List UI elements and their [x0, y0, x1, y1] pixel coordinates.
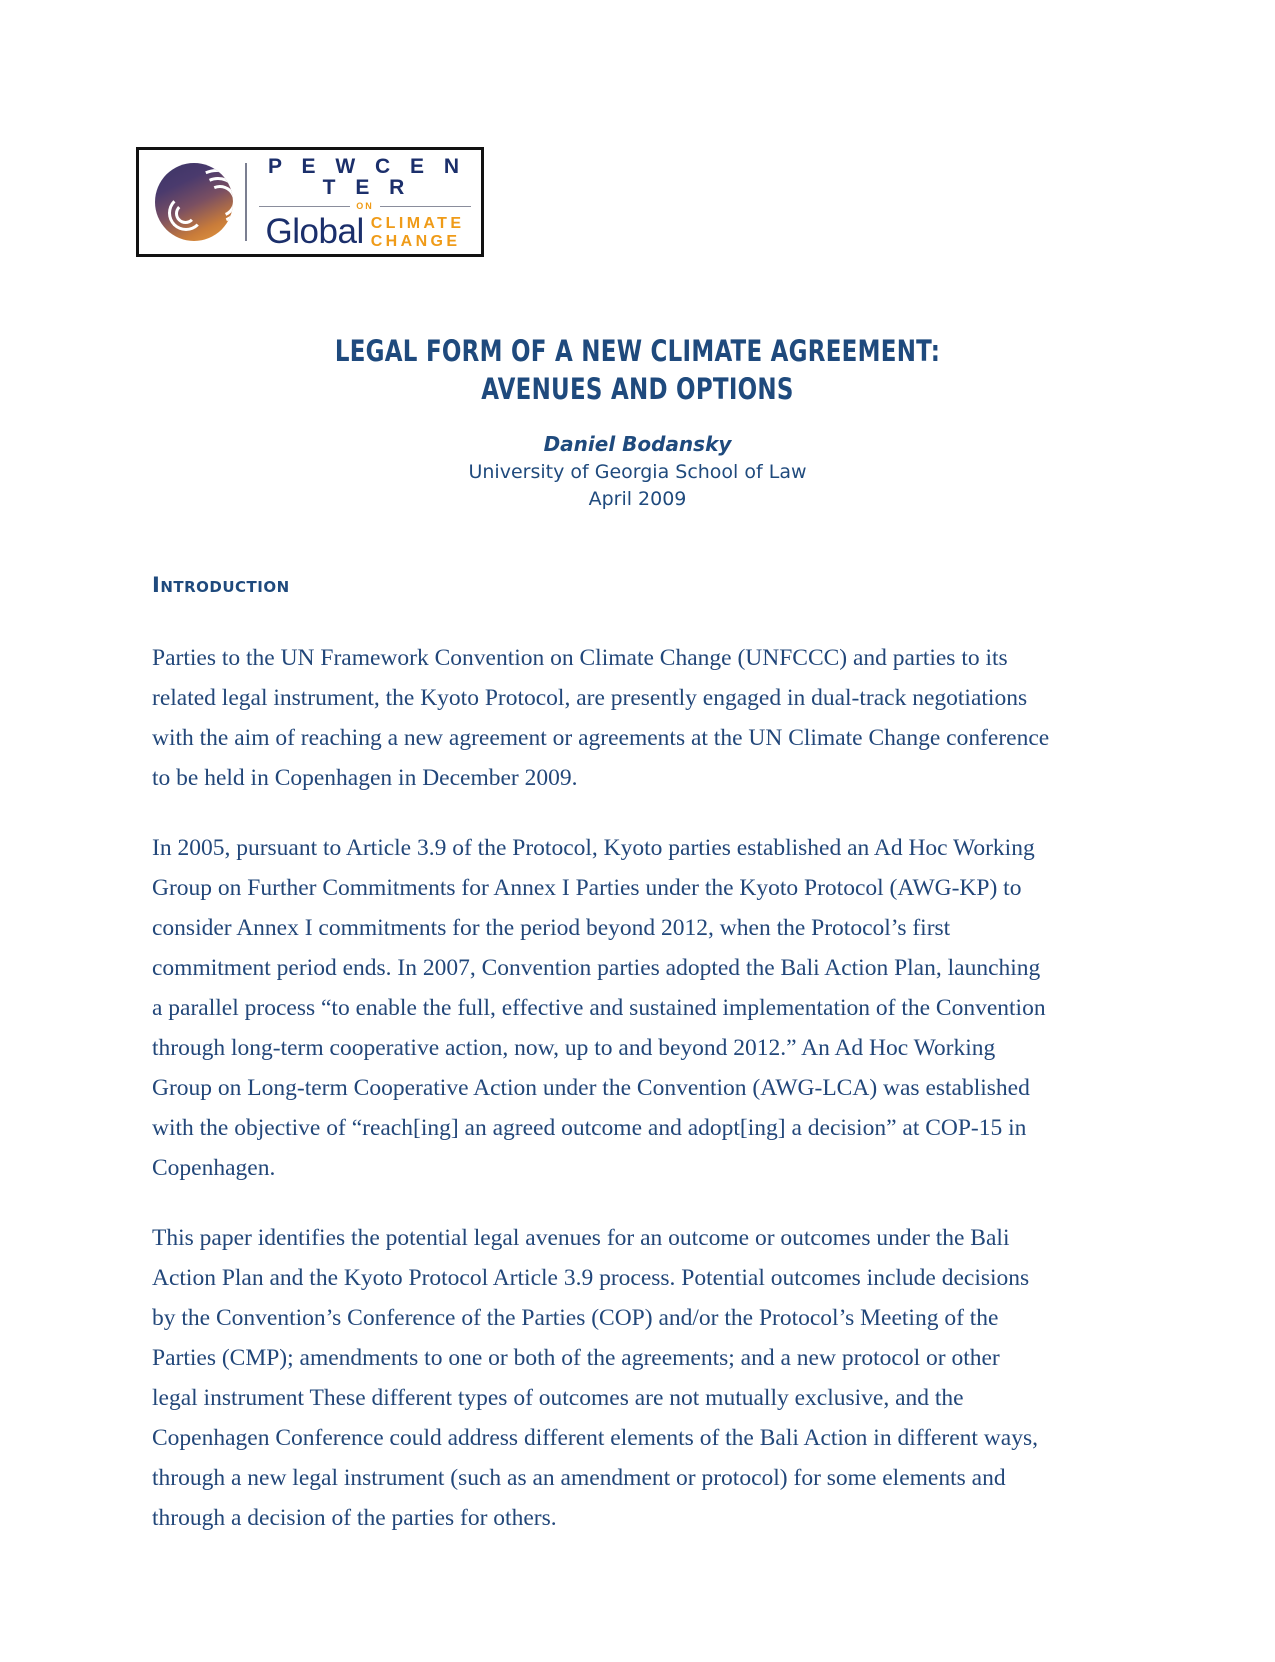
page-title-line-2: AVENUES AND OPTIONS: [481, 371, 794, 406]
page-title-line-1: LEGAL FORM OF A NEW CLIMATE AGREEMENT:: [334, 334, 941, 368]
logo-climate-text: CLIMATE: [370, 215, 465, 233]
logo-on-row: [259, 202, 471, 211]
page-title: [77, 333, 1199, 408]
author-affiliation: University of Georgia School of Law: [468, 460, 807, 483]
logo-global-text: Global: [265, 211, 364, 251]
author-block: [0, 430, 1275, 513]
logo-climate-change-text: [371, 215, 465, 249]
author-name: Daniel Bodansky: [543, 432, 732, 456]
section-heading-introduction: Introduction: [152, 573, 290, 597]
pew-center-logo: [136, 147, 484, 257]
logo-vertical-divider: [245, 163, 247, 241]
pew-center-globe-icon: [153, 161, 235, 243]
logo-on-text: ON: [356, 201, 374, 212]
logo-pew-center-text: P E W C E N T E R: [268, 155, 466, 200]
body-paragraph: Parties to the UN Framework Convention on Climate Change (UNFCCC) and parties to its related legal instrument, the Kyoto Protocol, are presently engaged in dual-track negotiations with the aim of reaching a new agreement or agreements at the UN Climate Change conference to be held in Copenhagen in December 2009.: [152, 645, 1050, 791]
body-copy: [152, 638, 1050, 1538]
logo-rule-left: [259, 206, 350, 207]
logo-bottom-row: [259, 213, 471, 249]
body-paragraph: This paper identifies the potential legal avenues for an outcome or outcomes under the Bali Action Plan and the Kyoto Protocol Article 3.9 process. Potential outcomes include decisions by the Convention’s Conference of the Parties (COP) and/or the Protocol’s Meeting of the Parties (CMP); amendments to one or both of the agreements; and a new protocol or other legal instrument These different types of outcomes are not mutually exclusive, and the Copenhagen Conference could address different elements of the Bali Action in different ways, through a new legal instrument (such as an amendment or protocol) for some elements and through a decision of the parties for others.: [152, 1225, 1038, 1531]
body-paragraph: In 2005, pursuant to Article 3.9 of the Protocol, Kyoto parties established an Ad Hoc Working Group on Further Commitments for Annex I Parties under the Kyoto Protocol (AWG-KP) to consider Annex I commitments for the period beyond 2012, when the Protocol’s first commitment period ends. In 2007, Convention parties adopted the Bali Action Plan, launching a parallel process “to enable the full, effective and sustained implementation of the Convention through long-term cooperative action, now, up to and beyond 2012.” An Ad Hoc Working Group on Long-term Cooperative Action under the Convention (AWG-LCA) was established with the objective of “reach[ing] an agreed outcome and adopt[ing] a decision” at COP-15 in Copenhagen.: [152, 835, 1046, 1181]
logo-rule-right: [380, 206, 471, 207]
publication-date: April 2009: [588, 487, 687, 510]
logo-wordmark: [259, 155, 481, 251]
logo-change-text: CHANGE: [370, 232, 461, 250]
